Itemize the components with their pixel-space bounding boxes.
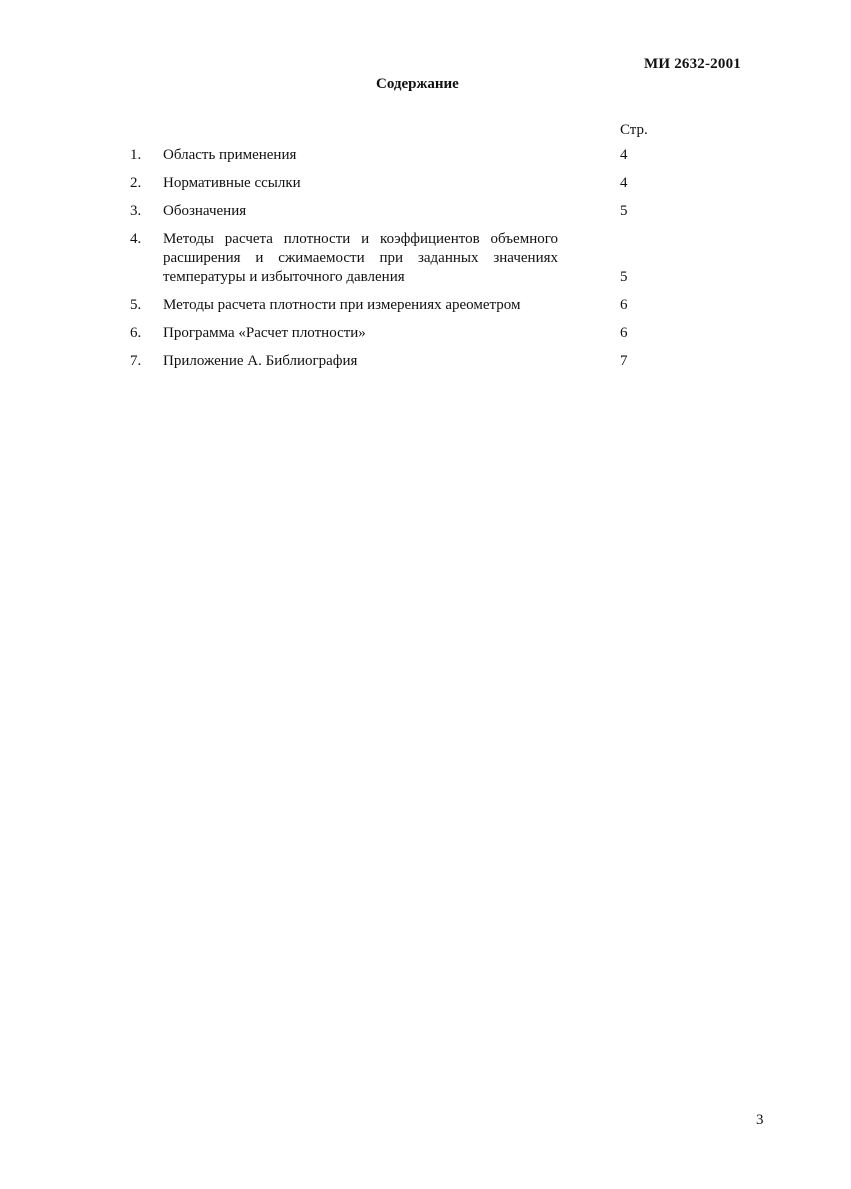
toc-item-page: 5 bbox=[620, 203, 628, 219]
toc-item-1 bbox=[130, 146, 650, 165]
toc-item-2 bbox=[130, 174, 650, 193]
toc-item-page: 4 bbox=[620, 175, 628, 191]
toc-item-title: Нормативные ссылки bbox=[163, 175, 301, 191]
toc-item-page: 6 bbox=[620, 297, 628, 313]
page-number: 3 bbox=[756, 1112, 764, 1128]
toc-item-number: 3. bbox=[130, 203, 142, 219]
document-code: МИ 2632-2001 bbox=[644, 56, 741, 72]
toc-item-4 bbox=[130, 230, 650, 287]
toc-item-title: Область применения bbox=[163, 147, 297, 163]
toc-item-number: 2. bbox=[130, 175, 142, 191]
toc-item-number: 7. bbox=[130, 353, 142, 369]
toc-item-title: Методы расчета плотности и коэффициентов объемного расширения и сжимаемости при заданных значениях температуры и избыточного давления bbox=[163, 231, 558, 285]
toc-item-number: 1. bbox=[130, 147, 142, 163]
table-of-contents bbox=[130, 146, 650, 380]
toc-item-6 bbox=[130, 324, 650, 343]
toc-item-page: 7 bbox=[620, 353, 628, 369]
toc-item-title: Обозначения bbox=[163, 203, 247, 219]
toc-item-title: Приложение А. Библиография bbox=[163, 353, 358, 369]
toc-item-number: 5. bbox=[130, 297, 142, 313]
toc-title: Содержание bbox=[376, 76, 459, 92]
toc-item-number: 4. bbox=[130, 231, 142, 247]
toc-item-number: 6. bbox=[130, 325, 142, 341]
page-column-header: Стр. bbox=[620, 122, 648, 138]
toc-item-page: 6 bbox=[620, 325, 628, 341]
toc-item-5 bbox=[130, 296, 650, 315]
toc-item-title: Программа «Расчет плотности» bbox=[163, 325, 366, 341]
toc-item-7 bbox=[130, 352, 650, 371]
toc-item-3 bbox=[130, 202, 650, 221]
toc-item-page: 5 bbox=[620, 269, 628, 285]
toc-item-page: 4 bbox=[620, 147, 628, 163]
toc-item-title: Методы расчета плотности при измерениях ареометром bbox=[163, 297, 521, 313]
